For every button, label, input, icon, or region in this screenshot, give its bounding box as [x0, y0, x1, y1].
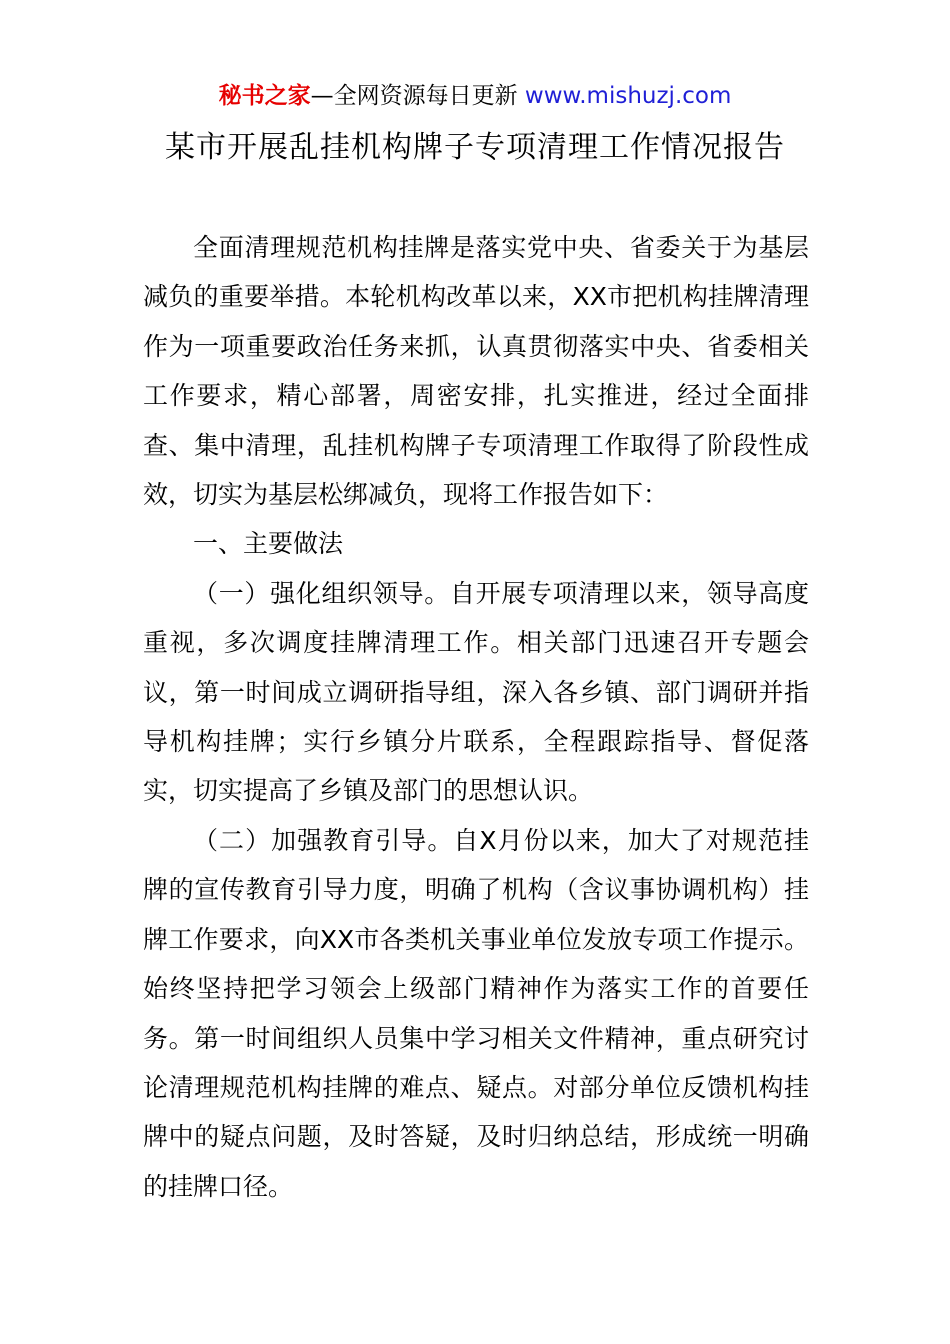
brand-name: 秘书之家	[218, 83, 311, 109]
paragraph-education-guidance: （二）加强教育引导。自X月份以来，加大了对规范挂牌的宣传教育引导力度，明确了机构（含议事协调机构）挂牌工作要求，向XX市各类机关事业单位发放专项工作提示。始终坚持把学习领会上级部门精神作为落实工作的首要任务。第一时间组织人员集中学习相关文件精神，重点研究讨论清理规范机构挂牌的难点、疑点。对部分单位反馈机构挂牌中的疑点问题，及时答疑，及时归纳总结，形成统一明确的挂牌口径。	[143, 825, 809, 1201]
document-body	[143, 223, 809, 1211]
site-url-link[interactable]: www.mishuzj.com	[524, 83, 732, 109]
document-title: 某市开展乱挂机构牌子专项清理工作情况报告	[165, 130, 785, 165]
header-tagline: —全网资源每日更新	[310, 83, 518, 109]
paragraph-organization-leadership: （一）强化组织领导。自开展专项清理以来，领导高度重视，多次调度挂牌清理工作。相关部门迅速召开专题会议，第一时间成立调研指导组，深入各乡镇、部门调研并指导机构挂牌；实行乡镇分片联系，全程跟踪指导、督促落实，切实提高了乡镇及部门的思想认识。	[143, 578, 809, 806]
intro-paragraph: 全面清理规范机构挂牌是落实党中央、省委关于为基层减负的重要举措。本轮机构改革以来，XX市把机构挂牌清理作为一项重要政治任务来抓，认真贯彻落实中央、省委相关工作要求，精心部署，周密安排，扎实推进，经过全面排查、集中清理，乱挂机构牌子专项清理工作取得了阶段性成效，切实为基层松绑减负，现将工作报告如下：	[143, 233, 809, 510]
section-heading-main-practices: 一、主要做法	[193, 529, 344, 559]
site-header	[0, 80, 950, 112]
